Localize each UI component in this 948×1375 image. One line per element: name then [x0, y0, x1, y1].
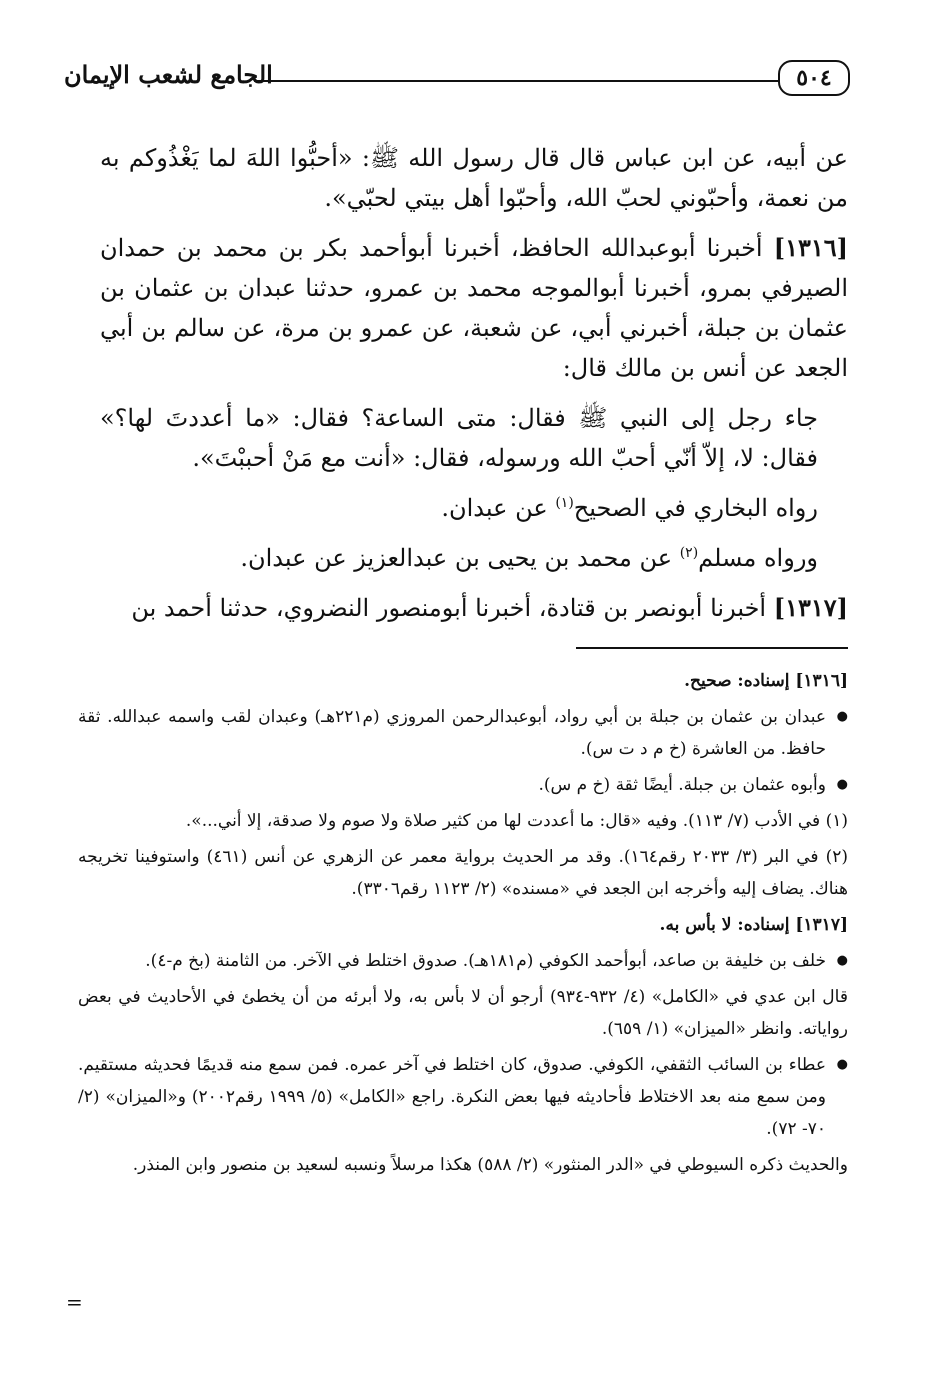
- continuation-mark: =: [66, 1290, 83, 1314]
- isnad-text: أخبرنا أبونصر بن قتادة، أخبرنا أبومنصور النضروي، حدثنا أحمد بن: [131, 594, 767, 622]
- footnote-ref-2[interactable]: (٢): [679, 545, 699, 561]
- footnote-narrator: ● خلف بن خليفة بن صاعد، أبوأحمد الكوفي (م١٨١هـ). صدوق اختلط في الآخر. من الثامنة (بخ م-٤).: [78, 945, 848, 977]
- takhrij-text: عن عبدان.: [441, 494, 548, 522]
- footnote-narrator: ● عطاء بن السائب الثقفي، الكوفي. صدوق، كان اختلط في آخر عمره. فمن سمع منه قديمًا فحديثه مستقيم. ومن سمع منه بعد الاختلاط فأحاديثه فيها بعض النكرة. راجع «الكامل» (٥/ ١٩٩٩ رقم٢٠٠٢) و«الميزان» (٢/ ٧٠- ٧٢).: [78, 1049, 848, 1145]
- page-number: ٥٠٤: [778, 60, 850, 96]
- takhrij-bukhari: [100, 488, 848, 528]
- hadith-number: [١٣١٦]: [773, 233, 848, 262]
- matn-text: جاء رجل إلى النبي ﷺ فقال: متى الساعة؟ فقال: «ما أعددتَ لها؟» فقال: لا، إلاّ أنّي أحبّ الله ورسوله، فقال: «أنت مع مَنْ أحببْتَ».: [100, 404, 818, 472]
- footnote-heading-1317: [١٣١٧] إسناده: لا بأس به.: [659, 915, 848, 935]
- footnote-comment: قال ابن عدي في «الكامل» (٤/ ٩٣٢-٩٣٤) أرجو أن لا بأس به، ولا أبرئه من أن يخطئ في الأحاديث في بعض رواياته. وانظر «الميزان» (١/ ٦٥٩).: [78, 987, 848, 1039]
- takhrij-text: عن محمد بن يحيى بن عبدالعزيز عن عبدان.: [240, 544, 673, 572]
- hadith-number: [١٣١٧]: [773, 593, 848, 622]
- hadith-text: عن أبيه، عن ابن عباس قال قال رسول الله ﷺ: «أحبُّوا اللهَ لما يَغْذُوكم به من نعمة، وأحبّوني لحبّ الله، وأحبّوا أهل بيتي لحبّي».: [100, 144, 848, 212]
- footnotes: [78, 665, 848, 1185]
- main-text: [100, 138, 848, 638]
- hadith-1316-matn: [100, 398, 848, 478]
- footnote-narrator: ● عبدان بن عثمان بن جبلة بن أبي رواد، أبوعبدالرحمن المروزي (م٢٢١هـ) وعبدان لقب واسمه عبدالله. ثقة حافظ. من العاشرة (خ م د ت س).: [78, 701, 848, 765]
- hadith-1316-isnad: [100, 228, 848, 388]
- header-rule: [254, 80, 778, 82]
- book-title: الجامع لشعب الإيمان: [64, 60, 273, 89]
- footnote-comment: والحديث ذكره السيوطي في «الدر المنثور» (٢/ ٥٨٨) هكذا مرسلاً ونسبه لسعيد بن منصور وابن المنذر.: [132, 1155, 848, 1175]
- hadith-1317-isnad: [100, 588, 848, 628]
- takhrij-text: ورواه مسلم: [698, 544, 818, 572]
- isnad-text: أخبرنا أبوعبدالله الحافظ، أخبرنا أبوأحمد بكر بن محمد بن حمدان الصيرفي بمرو، أخبرنا أبوالموجه محمد بن عمرو، حدثنا عبدان بن عثمان بن عثمان بن جبلة، أخبرني أبي، عن شعبة، عن عمرو بن مرة، عن سالم بن أبي الجعد عن أنس بن مالك قال:: [100, 234, 849, 382]
- takhrij-text: رواه البخاري في الصحيح: [573, 494, 818, 522]
- hadith-text-continued: [100, 138, 848, 218]
- page-header: [50, 58, 850, 104]
- takhrij-muslim: [100, 538, 848, 578]
- footnote-ref-1[interactable]: (١): [555, 495, 574, 511]
- footnote-1: (١) في الأدب (٧/ ١١٣). وفيه «قال: ما أعددت لها من كثير صلاة ولا صوم ولا صدقة، إلا أني...».: [185, 811, 848, 831]
- footnote-narrator: ● وأبوه عثمان بن جبلة. أيضًا ثقة (خ م س).: [78, 769, 848, 801]
- footnote-2: (٢) في البر (٣/ ٢٠٣٣ رقم١٦٤). وقد مر الحديث برواية معمر عن الزهري عن أنس (٤٦١) واستوفينا تخريجه هناك. يضاف إليه وأخرجه ابن الجعد في «مسنده» (٢/ ١١٢٣ رقم٣٣٠٦).: [78, 847, 848, 899]
- footnote-heading-1316: [١٣١٦] إسناده: صحيح.: [684, 671, 848, 691]
- footnote-separator: [576, 647, 848, 649]
